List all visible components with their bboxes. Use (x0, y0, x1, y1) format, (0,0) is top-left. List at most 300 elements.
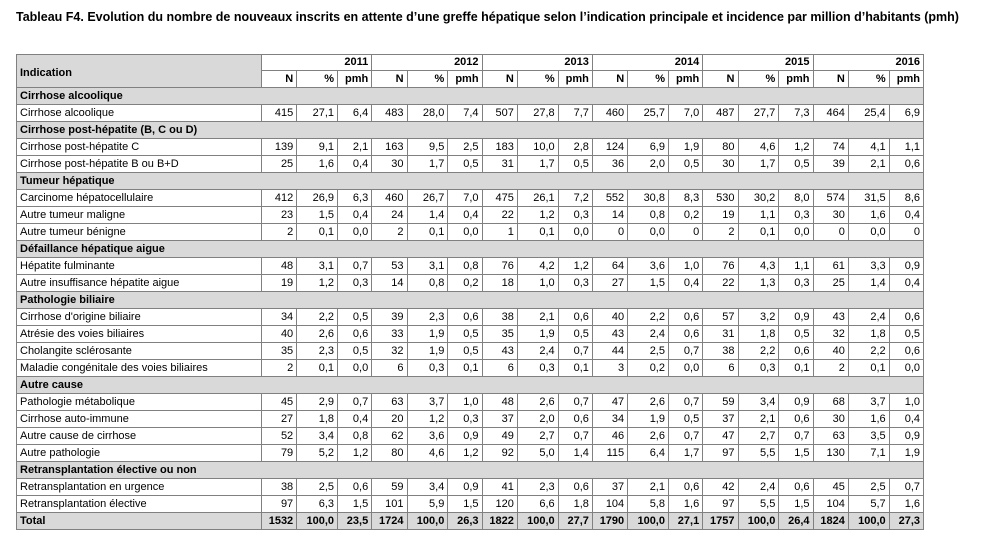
table-cell: 487 (703, 105, 738, 122)
table-cell: 47 (703, 428, 738, 445)
table-cell: 79 (261, 445, 296, 462)
table-cell: 0,6 (668, 479, 702, 496)
row-label: Autre pathologie (17, 445, 262, 462)
table-cell: 30,2 (738, 190, 779, 207)
table-row (17, 496, 924, 513)
row-label: Autre cause de cirrhose (17, 428, 262, 445)
subcolumn-header: % (517, 71, 558, 88)
table-cell: 1,9 (628, 411, 669, 428)
table-cell: 92 (482, 445, 517, 462)
table-cell: 0,9 (448, 479, 482, 496)
table-cell: 0,6 (889, 343, 923, 360)
table-cell: 0,6 (338, 479, 372, 496)
row-label: Cirrhose alcoolique (17, 105, 262, 122)
table-cell: 8,3 (668, 190, 702, 207)
group-header-row (17, 122, 924, 139)
total-row (17, 513, 924, 530)
table-cell: 1,8 (848, 326, 889, 343)
table-cell: 0,5 (779, 326, 813, 343)
table-cell: 38 (261, 479, 296, 496)
table-cell: 0,9 (889, 428, 923, 445)
table-cell: 0,1 (779, 360, 813, 377)
group-header-row (17, 377, 924, 394)
subcolumn-header: pmh (558, 71, 592, 88)
group-title: Défaillance hépatique aigue (17, 241, 924, 258)
table-cell: 0 (889, 224, 923, 241)
table-cell: 464 (813, 105, 848, 122)
table-cell: 5,2 (297, 445, 338, 462)
table-cell: 124 (592, 139, 627, 156)
table-cell: 47 (592, 394, 627, 411)
subcolumn-header: % (738, 71, 779, 88)
group-title: Retransplantation élective ou non (17, 462, 924, 479)
total-label: Total (17, 513, 262, 530)
table-cell: 1,6 (889, 496, 923, 513)
table-cell: 0,1 (517, 224, 558, 241)
table-cell: 23 (261, 207, 296, 224)
table-cell: 31 (703, 326, 738, 343)
table-row (17, 105, 924, 122)
table-cell: 2,9 (297, 394, 338, 411)
table-cell: 0,5 (338, 309, 372, 326)
table-cell: 0 (813, 224, 848, 241)
total-cell: 26,4 (779, 513, 813, 530)
table-cell: 6,3 (297, 496, 338, 513)
total-cell: 1532 (261, 513, 296, 530)
table-cell: 1,7 (738, 156, 779, 173)
table-cell: 2,3 (517, 479, 558, 496)
subcolumn-header: pmh (668, 71, 702, 88)
table-cell: 14 (592, 207, 627, 224)
row-label: Autre tumeur maligne (17, 207, 262, 224)
total-cell: 1790 (592, 513, 627, 530)
table-row (17, 139, 924, 156)
table-cell: 25 (813, 275, 848, 292)
table-cell: 0,0 (448, 224, 482, 241)
table-row (17, 343, 924, 360)
table-cell: 0,8 (407, 275, 448, 292)
table-cell: 27 (261, 411, 296, 428)
subcolumn-header: N (703, 71, 738, 88)
table-cell: 40 (592, 309, 627, 326)
table-row (17, 258, 924, 275)
total-cell: 1824 (813, 513, 848, 530)
table-cell: 41 (482, 479, 517, 496)
table-cell: 8,0 (779, 190, 813, 207)
table-cell: 0,2 (668, 207, 702, 224)
table-cell: 20 (372, 411, 407, 428)
table-cell: 27,8 (517, 105, 558, 122)
subcolumn-header: % (407, 71, 448, 88)
table-cell: 6,4 (338, 105, 372, 122)
group-title: Cirrhose post-hépatite (B, C ou D) (17, 122, 924, 139)
table-cell: 59 (372, 479, 407, 496)
table-cell: 30 (703, 156, 738, 173)
year-header: 2015 (703, 55, 813, 71)
table-cell: 6 (372, 360, 407, 377)
table-cell: 0,6 (558, 411, 592, 428)
table-cell: 163 (372, 139, 407, 156)
table-cell: 1,7 (668, 445, 702, 462)
table-cell: 2 (372, 224, 407, 241)
table-cell: 0,1 (558, 360, 592, 377)
subcolumn-header: N (372, 71, 407, 88)
table-cell: 0,3 (738, 360, 779, 377)
table-cell: 8,6 (889, 190, 923, 207)
table-cell: 1,7 (517, 156, 558, 173)
group-header-row (17, 462, 924, 479)
subcolumn-header: N (592, 71, 627, 88)
table-cell: 1,9 (407, 326, 448, 343)
table-cell: 2,1 (848, 156, 889, 173)
table-cell: 9,1 (297, 139, 338, 156)
group-header-row (17, 292, 924, 309)
table-cell: 2,8 (558, 139, 592, 156)
table-cell: 0,5 (668, 411, 702, 428)
table-cell: 0,8 (338, 428, 372, 445)
table-cell: 7,0 (668, 105, 702, 122)
table-cell: 43 (482, 343, 517, 360)
table-cell: 3,3 (848, 258, 889, 275)
table-cell: 3,4 (738, 394, 779, 411)
table-cell: 1,1 (779, 258, 813, 275)
table-cell: 40 (261, 326, 296, 343)
subcolumn-header: pmh (889, 71, 923, 88)
table-cell: 45 (813, 479, 848, 496)
table-cell: 39 (813, 156, 848, 173)
table-cell: 1,6 (668, 496, 702, 513)
table-cell: 6,6 (517, 496, 558, 513)
table-cell: 0 (668, 224, 702, 241)
table-cell: 0,0 (848, 224, 889, 241)
table-cell: 1,5 (448, 496, 482, 513)
table-cell: 36 (592, 156, 627, 173)
table-cell: 1 (482, 224, 517, 241)
table-cell: 0,7 (779, 428, 813, 445)
table-cell: 0,3 (338, 275, 372, 292)
table-cell: 0,4 (668, 275, 702, 292)
table-cell: 1,2 (779, 139, 813, 156)
table-cell: 0,2 (628, 360, 669, 377)
table-cell: 42 (703, 479, 738, 496)
table-cell: 3,6 (407, 428, 448, 445)
table-cell: 0,5 (889, 326, 923, 343)
table-cell: 45 (261, 394, 296, 411)
header-row-years (17, 55, 924, 71)
table-cell: 2,6 (517, 394, 558, 411)
table-cell: 14 (372, 275, 407, 292)
table-cell: 63 (813, 428, 848, 445)
subcolumn-header: N (261, 71, 296, 88)
table-cell: 1,0 (448, 394, 482, 411)
table-cell: 5,5 (738, 445, 779, 462)
table-cell: 1,8 (738, 326, 779, 343)
table-cell: 0,1 (738, 224, 779, 241)
table-cell: 0,0 (628, 224, 669, 241)
table-cell: 0,5 (558, 156, 592, 173)
table-cell: 0,8 (448, 258, 482, 275)
table-cell: 0,6 (889, 156, 923, 173)
table-cell: 0,6 (779, 411, 813, 428)
table-cell: 1,4 (558, 445, 592, 462)
table-cell: 59 (703, 394, 738, 411)
table-cell: 39 (372, 309, 407, 326)
table-cell: 0,6 (558, 309, 592, 326)
table-cell: 27 (592, 275, 627, 292)
table-cell: 1,6 (848, 207, 889, 224)
table-cell: 10,0 (517, 139, 558, 156)
table-cell: 43 (592, 326, 627, 343)
table-cell: 2 (813, 360, 848, 377)
year-header: 2014 (592, 55, 702, 71)
table-cell: 40 (813, 343, 848, 360)
table-cell: 6,3 (338, 190, 372, 207)
table-cell: 1,9 (517, 326, 558, 343)
table-cell: 0,3 (779, 207, 813, 224)
table-cell: 2 (703, 224, 738, 241)
table-cell: 2,5 (297, 479, 338, 496)
table-row (17, 224, 924, 241)
table-cell: 3,7 (407, 394, 448, 411)
subcolumn-header: N (482, 71, 517, 88)
table-cell: 1,2 (338, 445, 372, 462)
table-cell: 2,1 (517, 309, 558, 326)
group-title: Autre cause (17, 377, 924, 394)
group-header-row (17, 241, 924, 258)
subcolumn-header: pmh (448, 71, 482, 88)
table-row (17, 275, 924, 292)
table-cell: 130 (813, 445, 848, 462)
table-cell: 24 (372, 207, 407, 224)
subcolumn-header: pmh (779, 71, 813, 88)
table-cell: 5,8 (628, 496, 669, 513)
table-cell: 35 (261, 343, 296, 360)
table-cell: 3,4 (407, 479, 448, 496)
table-row (17, 411, 924, 428)
table-cell: 483 (372, 105, 407, 122)
table-cell: 1,0 (668, 258, 702, 275)
table-cell: 2,3 (297, 343, 338, 360)
table-cell: 80 (703, 139, 738, 156)
total-cell: 27,3 (889, 513, 923, 530)
table-cell: 25,4 (848, 105, 889, 122)
row-label: Cholangite sclérosante (17, 343, 262, 360)
table-row (17, 207, 924, 224)
table-cell: 80 (372, 445, 407, 462)
table-cell: 552 (592, 190, 627, 207)
table-cell: 1,2 (297, 275, 338, 292)
table-cell: 30 (813, 207, 848, 224)
table-cell: 2,6 (628, 428, 669, 445)
table-cell: 1,8 (558, 496, 592, 513)
table-cell: 0,6 (668, 309, 702, 326)
table-cell: 460 (592, 105, 627, 122)
table-cell: 0 (592, 224, 627, 241)
total-cell: 100,0 (628, 513, 669, 530)
table-cell: 1,4 (407, 207, 448, 224)
table-row (17, 479, 924, 496)
table-cell: 0,0 (668, 360, 702, 377)
subcolumn-header: % (848, 71, 889, 88)
table-cell: 2,3 (407, 309, 448, 326)
table-cell: 0,7 (668, 428, 702, 445)
table-cell: 2,5 (848, 479, 889, 496)
table-cell: 7,1 (848, 445, 889, 462)
table-cell: 19 (703, 207, 738, 224)
row-label: Carcinome hépatocellulaire (17, 190, 262, 207)
table-cell: 104 (592, 496, 627, 513)
row-label: Cirrhose post-hépatite C (17, 139, 262, 156)
total-cell: 23,5 (338, 513, 372, 530)
table-cell: 4,1 (848, 139, 889, 156)
table-cell: 25 (261, 156, 296, 173)
row-label: Retransplantation en urgence (17, 479, 262, 496)
table-cell: 530 (703, 190, 738, 207)
table-cell: 1,2 (448, 445, 482, 462)
table-cell: 1,5 (779, 445, 813, 462)
table-cell: 44 (592, 343, 627, 360)
table-cell: 6 (482, 360, 517, 377)
table-cell: 64 (592, 258, 627, 275)
table-cell: 1,4 (848, 275, 889, 292)
table-cell: 2,2 (738, 343, 779, 360)
table-cell: 2,5 (628, 343, 669, 360)
table-cell: 3,5 (848, 428, 889, 445)
table-cell: 0,5 (448, 156, 482, 173)
table-cell: 0,4 (338, 156, 372, 173)
table-cell: 0,0 (889, 360, 923, 377)
table-cell: 48 (482, 394, 517, 411)
table-cell: 2,6 (628, 394, 669, 411)
table-cell: 0,7 (668, 394, 702, 411)
row-label: Cirrhose d'origine biliaire (17, 309, 262, 326)
table-cell: 38 (482, 309, 517, 326)
table-cell: 0,3 (779, 275, 813, 292)
table-cell: 0,1 (848, 360, 889, 377)
table-cell: 2,1 (628, 479, 669, 496)
table-cell: 37 (592, 479, 627, 496)
total-cell: 1757 (703, 513, 738, 530)
table-cell: 1,2 (558, 258, 592, 275)
table-cell: 1,8 (297, 411, 338, 428)
table-cell: 1,6 (848, 411, 889, 428)
table-cell: 0,3 (558, 207, 592, 224)
table-cell: 2,4 (738, 479, 779, 496)
row-label: Pathologie métabolique (17, 394, 262, 411)
table-cell: 31 (482, 156, 517, 173)
table-cell: 0,7 (338, 258, 372, 275)
table-cell: 62 (372, 428, 407, 445)
table-cell: 6 (703, 360, 738, 377)
table-cell: 0,4 (338, 411, 372, 428)
table-cell: 46 (592, 428, 627, 445)
table-cell: 76 (703, 258, 738, 275)
row-label: Retransplantation élective (17, 496, 262, 513)
table-cell: 1,1 (889, 139, 923, 156)
table-row (17, 156, 924, 173)
table-cell: 0,0 (558, 224, 592, 241)
total-cell: 1822 (482, 513, 517, 530)
table-cell: 1,0 (517, 275, 558, 292)
table-caption: Tableau F4. Evolution du nombre de nouveaux inscrits en attente d’une greffe hépatique selon l’indication principale et incidence par million d’habitants (pmh) (16, 10, 959, 24)
table-cell: 2,7 (517, 428, 558, 445)
table-cell: 2,2 (628, 309, 669, 326)
table-cell: 2,4 (848, 309, 889, 326)
table-cell: 26,1 (517, 190, 558, 207)
table-cell: 3,6 (628, 258, 669, 275)
total-cell: 27,7 (558, 513, 592, 530)
table-cell: 0,5 (779, 156, 813, 173)
table-cell: 6,9 (889, 105, 923, 122)
table-cell: 22 (482, 207, 517, 224)
table-cell: 3 (592, 360, 627, 377)
table-cell: 28,0 (407, 105, 448, 122)
row-label: Atrésie des voies biliaires (17, 326, 262, 343)
table-cell: 3,4 (297, 428, 338, 445)
table-cell: 0,5 (668, 156, 702, 173)
table-cell: 1,9 (668, 139, 702, 156)
total-cell: 1724 (372, 513, 407, 530)
table-cell: 0,8 (628, 207, 669, 224)
table-row (17, 190, 924, 207)
table-row (17, 360, 924, 377)
table-cell: 574 (813, 190, 848, 207)
table-cell: 0,7 (668, 343, 702, 360)
table-cell: 0,4 (448, 207, 482, 224)
table-cell: 37 (482, 411, 517, 428)
table-cell: 0,1 (297, 224, 338, 241)
table-cell: 101 (372, 496, 407, 513)
table-cell: 1,0 (889, 394, 923, 411)
table-cell: 34 (592, 411, 627, 428)
table-cell: 7,2 (558, 190, 592, 207)
table-cell: 507 (482, 105, 517, 122)
table-cell: 49 (482, 428, 517, 445)
total-cell: 27,1 (668, 513, 702, 530)
row-label: Cirrhose post-hépatite B ou B+D (17, 156, 262, 173)
table-cell: 0,4 (889, 275, 923, 292)
table-cell: 7,3 (779, 105, 813, 122)
table-cell: 37 (703, 411, 738, 428)
subcolumn-header: % (297, 71, 338, 88)
table-cell: 0,9 (779, 394, 813, 411)
table-cell: 0,0 (779, 224, 813, 241)
table-cell: 4,6 (407, 445, 448, 462)
table-cell: 0,4 (889, 411, 923, 428)
table-cell: 3,1 (297, 258, 338, 275)
table-cell: 0,7 (558, 394, 592, 411)
year-header: 2013 (482, 55, 592, 71)
table-cell: 1,6 (297, 156, 338, 173)
row-label: Maladie congénitale des voies biliaires (17, 360, 262, 377)
table-cell: 48 (261, 258, 296, 275)
table-cell: 1,3 (738, 275, 779, 292)
table-cell: 31,5 (848, 190, 889, 207)
table-cell: 0,7 (558, 428, 592, 445)
table-cell: 0,5 (558, 326, 592, 343)
table-cell: 2,1 (738, 411, 779, 428)
table-cell: 0,0 (338, 224, 372, 241)
table-cell: 30,8 (628, 190, 669, 207)
table-cell: 32 (813, 326, 848, 343)
indication-header: Indication (17, 55, 262, 88)
table-cell: 97 (703, 496, 738, 513)
table-cell: 35 (482, 326, 517, 343)
total-cell: 100,0 (407, 513, 448, 530)
table-cell: 2,2 (848, 343, 889, 360)
year-header: 2016 (813, 55, 923, 71)
table-cell: 76 (482, 258, 517, 275)
